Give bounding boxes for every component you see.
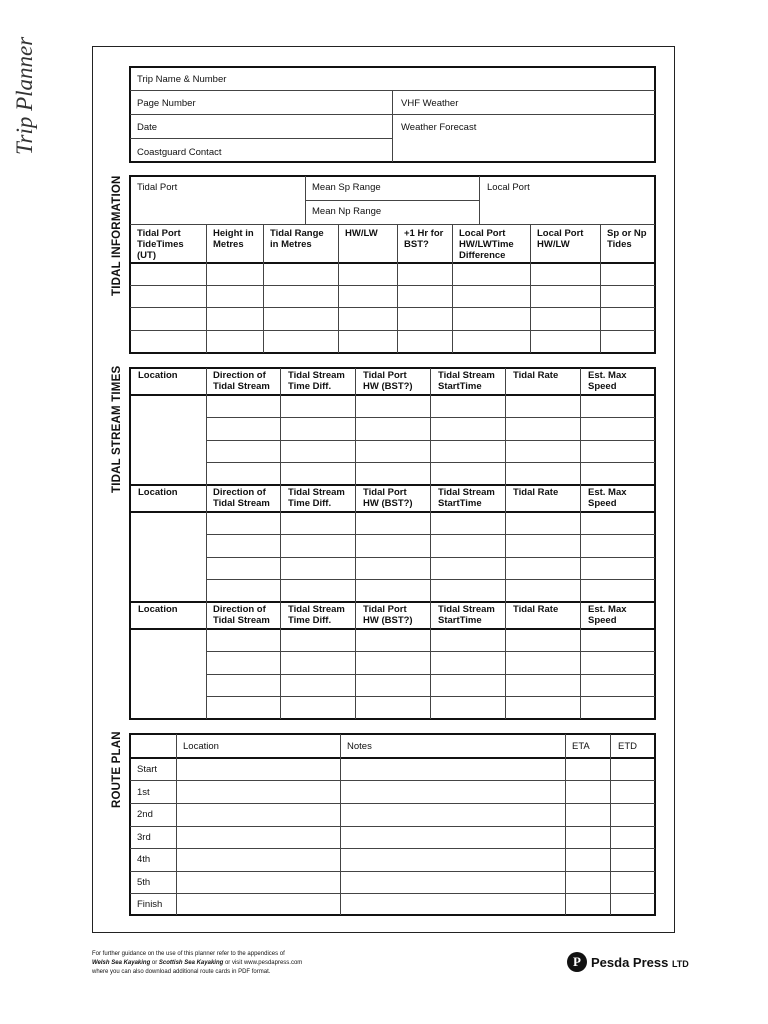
col-header-etd: ETD xyxy=(618,741,637,752)
col-header-eta: ETA xyxy=(572,741,590,752)
tidal-information-table xyxy=(129,175,656,354)
route-row-5th: 5th xyxy=(137,877,151,888)
col-header-height: Height in Metres xyxy=(213,228,254,250)
col-header-direction: Direction of Tidal Stream xyxy=(213,604,270,626)
col-header-direction: Direction of Tidal Stream xyxy=(213,487,270,509)
col-header-est-max-speed: Est. Max Speed xyxy=(588,604,627,626)
col-header-notes: Notes xyxy=(347,741,372,752)
col-header-stream-time-diff: Tidal Stream Time Diff. xyxy=(288,370,345,392)
weather-forecast-field[interactable]: Weather Forecast xyxy=(401,122,477,133)
mean-np-range-field[interactable]: Mean Np Range xyxy=(312,206,382,217)
col-header-stream-time-diff: Tidal Stream Time Diff. xyxy=(288,604,345,626)
col-header-est-max-speed: Est. Max Speed xyxy=(588,370,627,392)
date-field[interactable]: Date xyxy=(137,122,158,133)
route-row-4th: 4th xyxy=(137,854,151,865)
tidal-stream-table xyxy=(129,367,656,720)
vhf-weather-field[interactable]: VHF Weather xyxy=(401,98,459,109)
tidal-port-field[interactable]: Tidal Port xyxy=(137,182,178,193)
page-number-field[interactable]: Page Number xyxy=(137,98,196,109)
col-header-start-time: Tidal Stream StartTime xyxy=(438,487,495,509)
route-plan-table xyxy=(129,733,656,916)
col-header-est-max-speed: Est. Max Speed xyxy=(588,487,627,509)
col-header-tidal-rate: Tidal Rate xyxy=(513,604,559,615)
route-row-3rd: 3rd xyxy=(137,832,151,843)
col-header-tidal-port-hw: Tidal Port HW (BST?) xyxy=(363,370,413,392)
col-header-tidal-port-hw: Tidal Port HW (BST?) xyxy=(363,604,413,626)
book-title-scottish: Scottish Sea Kayaking xyxy=(158,960,224,966)
col-header-tidal-rate: Tidal Rate xyxy=(513,487,559,498)
col-header-hw-lw: HW/LW xyxy=(345,228,378,239)
book-title-welsh: Welsh Sea Kayaking xyxy=(92,960,151,966)
col-header-sp-np-tides: Sp or Np Tides xyxy=(607,228,647,250)
col-header-start-time: Tidal Stream StartTime xyxy=(438,604,495,626)
mean-sp-range-field[interactable]: Mean Sp Range xyxy=(312,182,381,193)
page-title: Trip Planner xyxy=(12,36,37,155)
tidal-information-label: TIDAL INFORMATION xyxy=(111,175,123,296)
route-row-finish: Finish xyxy=(137,899,163,910)
route-plan-label: ROUTE PLAN xyxy=(111,731,123,808)
route-row-2nd: 2nd xyxy=(137,809,153,820)
col-header-stream-time-diff: Tidal Stream Time Diff. xyxy=(288,487,345,509)
trip-name-field[interactable]: Trip Name & Number xyxy=(137,74,227,85)
footer-note: For further guidance on the use of this planner refer to the appendices of Welsh Sea Kayaking or Scottish Sea Kayaking or visit www.pesdapress.com where you can also download additional route cards in PDF format. xyxy=(92,951,303,975)
col-header-location: Location xyxy=(138,604,178,615)
col-header-local-hw-lw: Local Port HW/LW xyxy=(537,228,584,250)
route-row-1st: 1st xyxy=(137,787,150,798)
coastguard-contact-field[interactable]: Coastguard Contact xyxy=(137,147,222,158)
route-row-start: Start xyxy=(137,764,158,775)
col-header-location: Location xyxy=(138,487,178,498)
tidal-stream-times-label: TIDAL STREAM TIMES xyxy=(111,365,123,493)
col-header-bst: +1 Hr for BST? xyxy=(404,228,444,250)
pesda-press-logo: P Pesda Press LTD xyxy=(567,952,689,972)
col-header-location: Location xyxy=(183,741,219,752)
col-header-start-time: Tidal Stream StartTime xyxy=(438,370,495,392)
local-port-field[interactable]: Local Port xyxy=(487,182,530,193)
col-header-direction: Direction of Tidal Stream xyxy=(213,370,270,392)
pesda-logo-icon: P xyxy=(567,952,587,972)
col-header-tidal-range: Tidal Range in Metres xyxy=(270,228,324,250)
col-header-tidal-rate: Tidal Rate xyxy=(513,370,559,381)
col-header-location: Location xyxy=(138,370,178,381)
col-header-tidal-port-hw: Tidal Port HW (BST?) xyxy=(363,487,413,509)
col-header-local-time-diff: Local Port HW/LWTime Difference xyxy=(459,228,514,261)
col-header-tidal-port-times: Tidal Port TideTimes (UT) xyxy=(137,228,184,261)
